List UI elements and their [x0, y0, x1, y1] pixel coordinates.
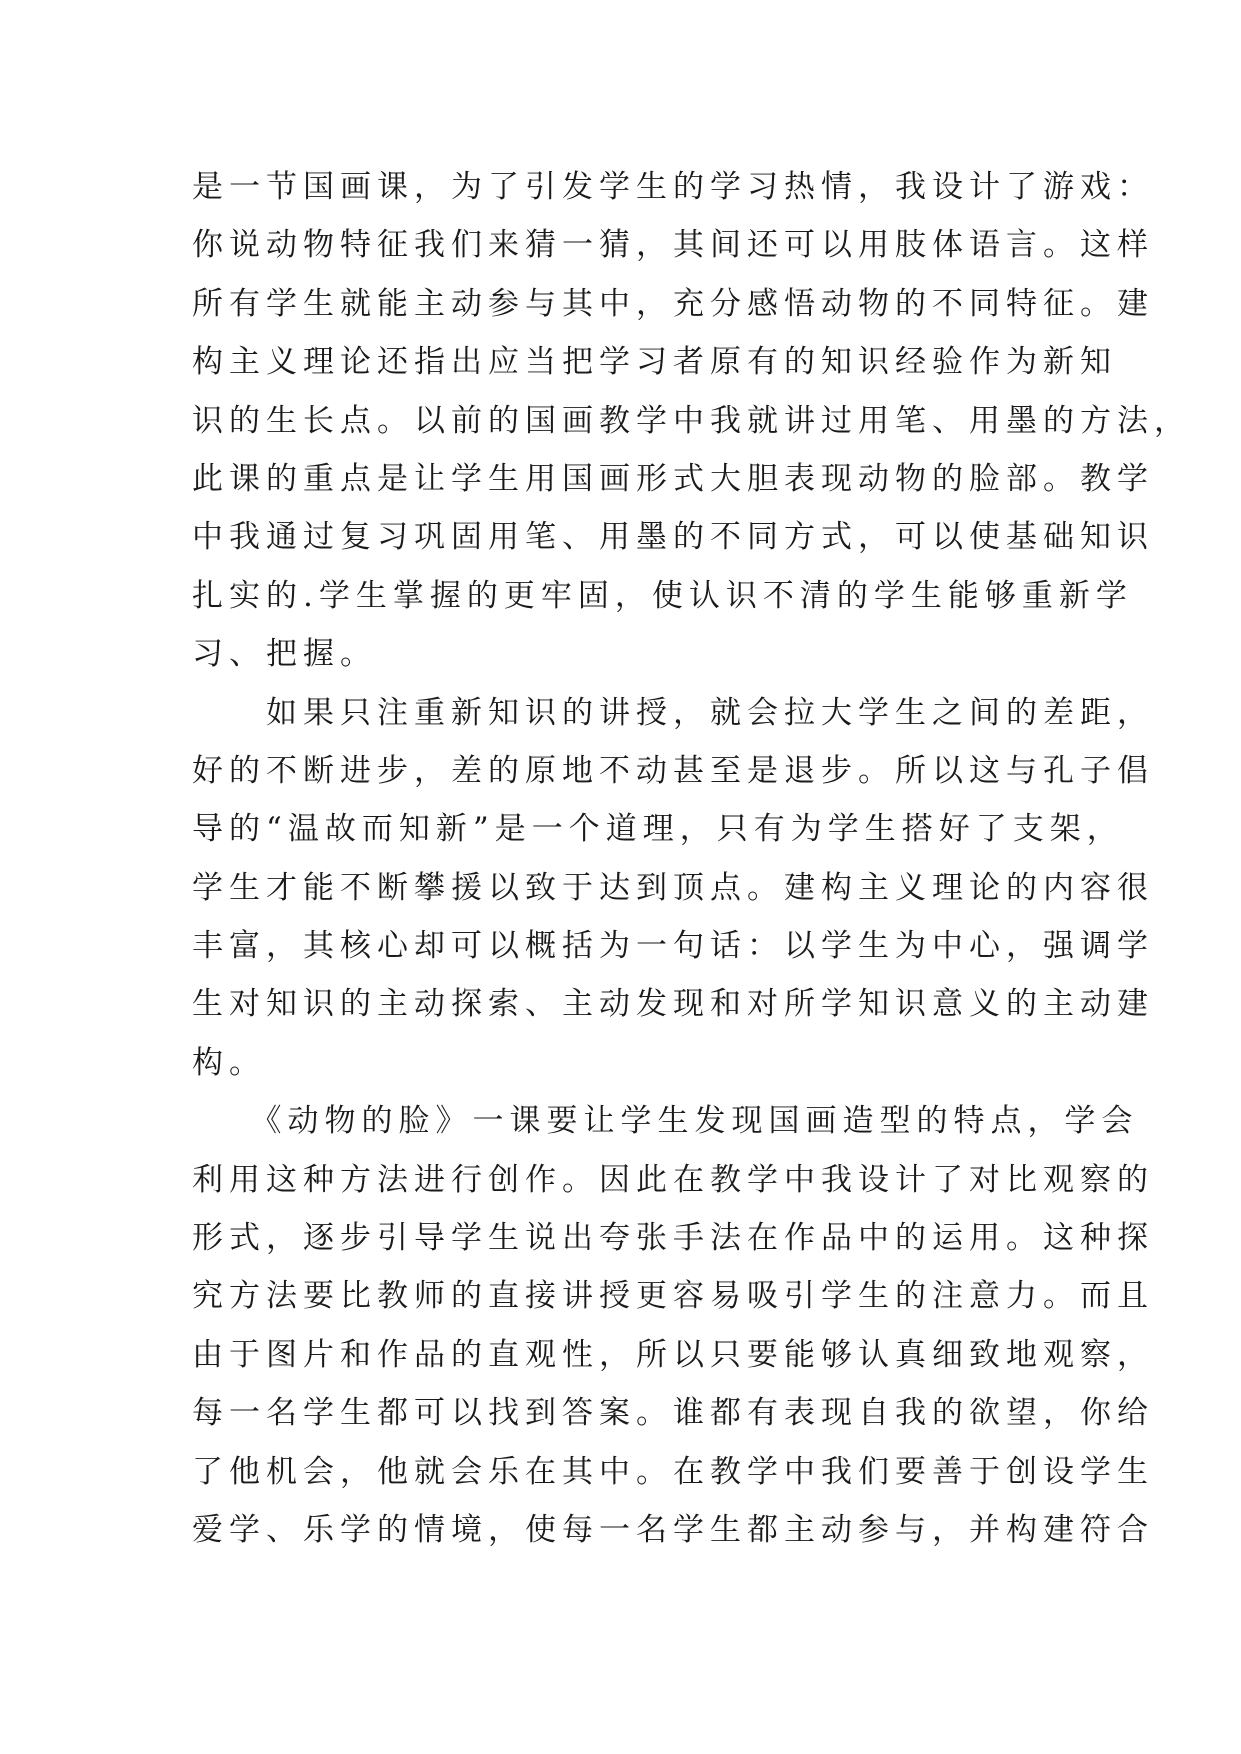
text-line: 由于图片和作品的直观性，所以只要能够认真细致地观察，: [192, 1336, 1154, 1373]
text-line: 如果只注重新知识的讲授，就会拉大学生之间的差距，: [192, 694, 1154, 731]
text-line: 究方法要比教师的直接讲授更容易吸引学生的注意力。而且: [192, 1278, 1154, 1315]
text-line: 利用这种方法进行创作。因此在教学中我设计了对比观察的: [192, 1161, 1154, 1198]
text-line: 扎实的.学生掌握的更牢固，使认识不清的学生能够重新学: [192, 577, 1133, 614]
text-line: 中我通过复习巩固用笔、用墨的不同方式，可以使基础知识: [192, 519, 1154, 556]
text-line: 《动物的脸》一课要让学生发现国画造型的特点，学会: [192, 1103, 1139, 1140]
text-line: 每一名学生都可以找到答案。谁都有表现自我的欲望，你给: [192, 1395, 1154, 1432]
text-line: 此课的重点是让学生用国画形式大胆表现动物的脸部。教学: [192, 460, 1154, 497]
text-line: 了他机会，他就会乐在其中。在教学中我们要善于创设学生: [192, 1453, 1154, 1490]
text-line: 识的生长点。以前的国画教学中我就讲过用笔、用墨的方法，: [192, 402, 1191, 439]
text-line: 是一节国画课，为了引发学生的学习热情，我设计了游戏：: [192, 169, 1154, 205]
text-line: 爱学、乐学的情境，使每一名学生都主动参与，并构建符合: [192, 1511, 1154, 1548]
text-line: 形式，逐步引导学生说出夸张手法在作品中的运用。这种探: [192, 1220, 1154, 1257]
text-line: 你说动物特征我们来猜一猜，其间还可以用肢体语言。这样: [192, 227, 1154, 264]
text-line: 构。: [192, 1044, 266, 1081]
text-line: 丰富，其核心却可以概括为一句话：以学生为中心，强调学: [192, 928, 1154, 965]
body-text: [192, 158, 1191, 1559]
text-line: 构主义理论还指出应当把学习者原有的知识经验作为新知: [192, 344, 1117, 381]
text-line: 所有学生就能主动参与其中，充分感悟动物的不同特征。建: [192, 285, 1154, 322]
text-line: 好的不断进步，差的原地不动甚至是退步。所以这与孔子倡: [192, 752, 1154, 789]
text-line: 学生才能不断攀援以致于达到顶点。建构主义理论的内容很: [192, 869, 1154, 906]
text-line: 习、把握。: [192, 636, 377, 673]
text-line: 生对知识的主动探索、主动发现和对所学知识意义的主动建: [192, 986, 1154, 1023]
text-line: 导的“温故而知新”是一个道理，只有为学生搭好了支架，: [192, 811, 1124, 848]
